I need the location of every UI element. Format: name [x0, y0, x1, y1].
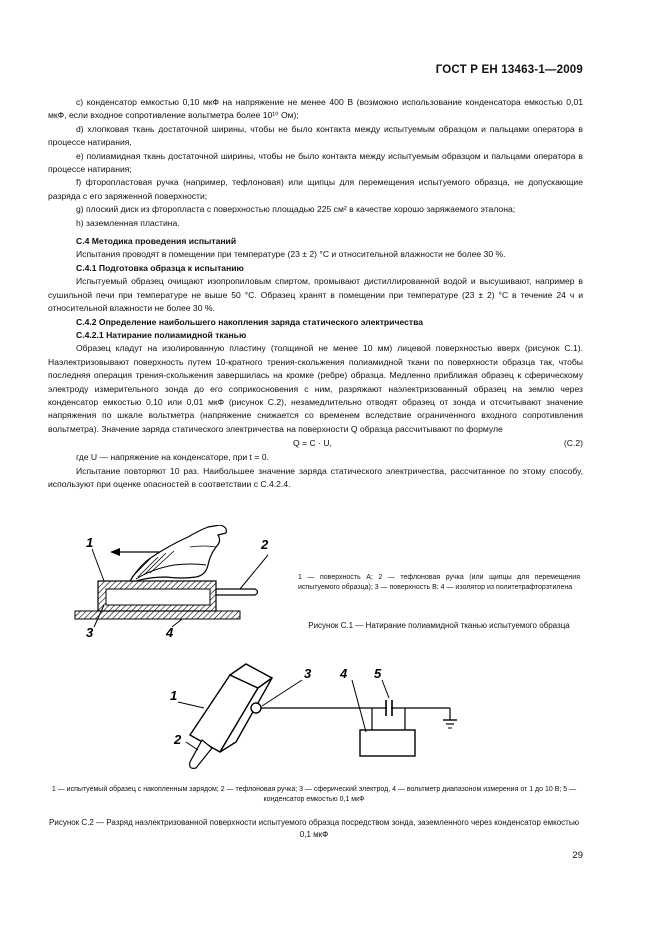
section-text-c421: Образец кладут на изолированную пластину (толщиной не менее 10 мм) лицевой поверхностью вверх (рисунок С.1). Наэлектризовывают поверхность путем 10-кратного трения-скольжения полиамидной ткани по поверхности образца так, чтобы последняя операция трения-скольжения завершилась на кромке (ребре) образца. Медленно приближая образец к сферическому электроду измерительного зонда до его соприкосновения с ним, разряжают наэлектризованный образец на землю через конденсатор емкостью 0,10 или 0,01 мкФ (рисунок С.2), незамедлительно отводят образец от зонда и отсчитывают значение напряжения по шкале вольтметра (напряжение снижается со временем вследствие ограниченного входного сопротивления вольтметра). Значение заряда статического электричества на поверхности Q образца рассчитывают по формуле	[48, 343, 583, 434]
fig1-label-1: 1	[86, 535, 94, 550]
hand-with-cloth	[130, 525, 226, 581]
formula-where: где U — напряжение на конденсаторе, при t = 0.	[76, 452, 269, 463]
list-item-h: h) заземленная пластина.	[76, 217, 180, 228]
section-heading-c41: С.4.1 Подготовка образца к испытанию	[76, 262, 244, 273]
page-number: 29	[572, 850, 583, 861]
fig2-label-1: 1	[170, 688, 178, 703]
fig2-label-2: 2	[174, 732, 182, 747]
formula-row	[48, 437, 583, 451]
figure-c1-legend: 1 — поверхность А; 2 — тефлоновая ручка (или щипцы для перемещения испытуемого образца); 3 — поверхность В; 4 — изолятор из политетрафторэтилена	[298, 574, 580, 591]
spherical-electrode	[251, 703, 261, 713]
voltmeter	[360, 730, 415, 756]
list-item-c: с) конденсатор емкостью 0,10 мкФ на напряжение не менее 400 В (возможно использование конденсатора емкостью 0,01 мкФ, если входное сопротивление вольтметра более 10¹⁰ Ом);	[48, 97, 583, 121]
list-item-f: f) фторопластовая ручка (например, тефлоновая) или щипцы для перемещения испытуемого образца, не допускающие разряда с его заряженной поверхности;	[48, 177, 583, 201]
list-item-d: d) хлопковая ткань достаточной ширины, чтобы не было контакта между испытуемым образцом и пальцами оператора в процессе натирания,	[48, 123, 583, 148]
list-item-e: е) полиамидная ткань достаточной ширины, чтобы не было контакта между испытуемым образцом и пальцами оператора в процессе натирания;	[48, 150, 583, 175]
document-id: ГОСТ Р ЕН 13463-1—2009	[435, 64, 583, 76]
section-text-repeat: Испытание повторяют 10 раз. Наибольшее значение заряда статического электричества, рассчитанное по этому способу, используют при оценке опасностей в соответствии с С.4.2.4.	[48, 465, 583, 489]
figure-c1-drawing	[70, 525, 270, 645]
teflon-handle	[216, 589, 258, 595]
section-text-c41: Испытуемый образец очищают изопропиловым спиртом, промывают дистиллированной водой и высушивают, например в сушильной печи при температуре не выше 50 °С. Образец хранят в помещении при температуре (23 ± 2) °С в течение 24 ч и относительной влажности не более 30 %.	[48, 276, 583, 314]
section-heading-c4: С.4 Методика проведения испытаний	[76, 236, 237, 247]
page-body	[48, 96, 583, 491]
fig1-label-4: 4	[166, 625, 174, 640]
section-heading-c42: С.4.2 Определение наибольшего накопления заряда статического электричества	[76, 316, 424, 327]
figure-c2-drawing	[160, 660, 470, 780]
section-text-c4: Испытания проводят в помещении при температуре (23 ± 2) °С и относительной влажности не более 30 %.	[76, 249, 506, 260]
list-item-g: g) плоский диск из фторопласта с поверхностью площадью 225 см² в качестве хорошо заряжаемого эталона;	[76, 204, 516, 215]
formula: Q = C · U,	[293, 438, 332, 449]
formula-number: (С.2)	[563, 438, 583, 449]
fig2-label-3: 3	[304, 666, 312, 681]
fig2-label-4: 4	[340, 666, 348, 681]
figure-c2-legend: 1 — испытуемый образец с накопленным зарядом; 2 — тефлоновая ручка; 3 — сферический электрод, 4 — вольтметр диапазоном измерения от 1 до 10 В; 5 — конденсатор емкостью 0,1 мкФ	[51, 786, 577, 803]
figure-c1-title: Рисунок С.1 — Натирание полиамидной тканью испытуемого образца	[308, 621, 570, 630]
section-heading-c421: С.4.2.1 Натирание полиамидной тканью	[76, 329, 247, 340]
fig1-label-3: 3	[86, 625, 94, 640]
fig1-label-2: 2	[261, 537, 269, 552]
figure-c2-title: Рисунок С.2 — Разряд наэлектризованной поверхности испытуемого образца посредством зонда, заземленного через конденсатор емкостью 0,1 мкФ	[49, 818, 579, 839]
fig2-label-5: 5	[374, 666, 382, 681]
